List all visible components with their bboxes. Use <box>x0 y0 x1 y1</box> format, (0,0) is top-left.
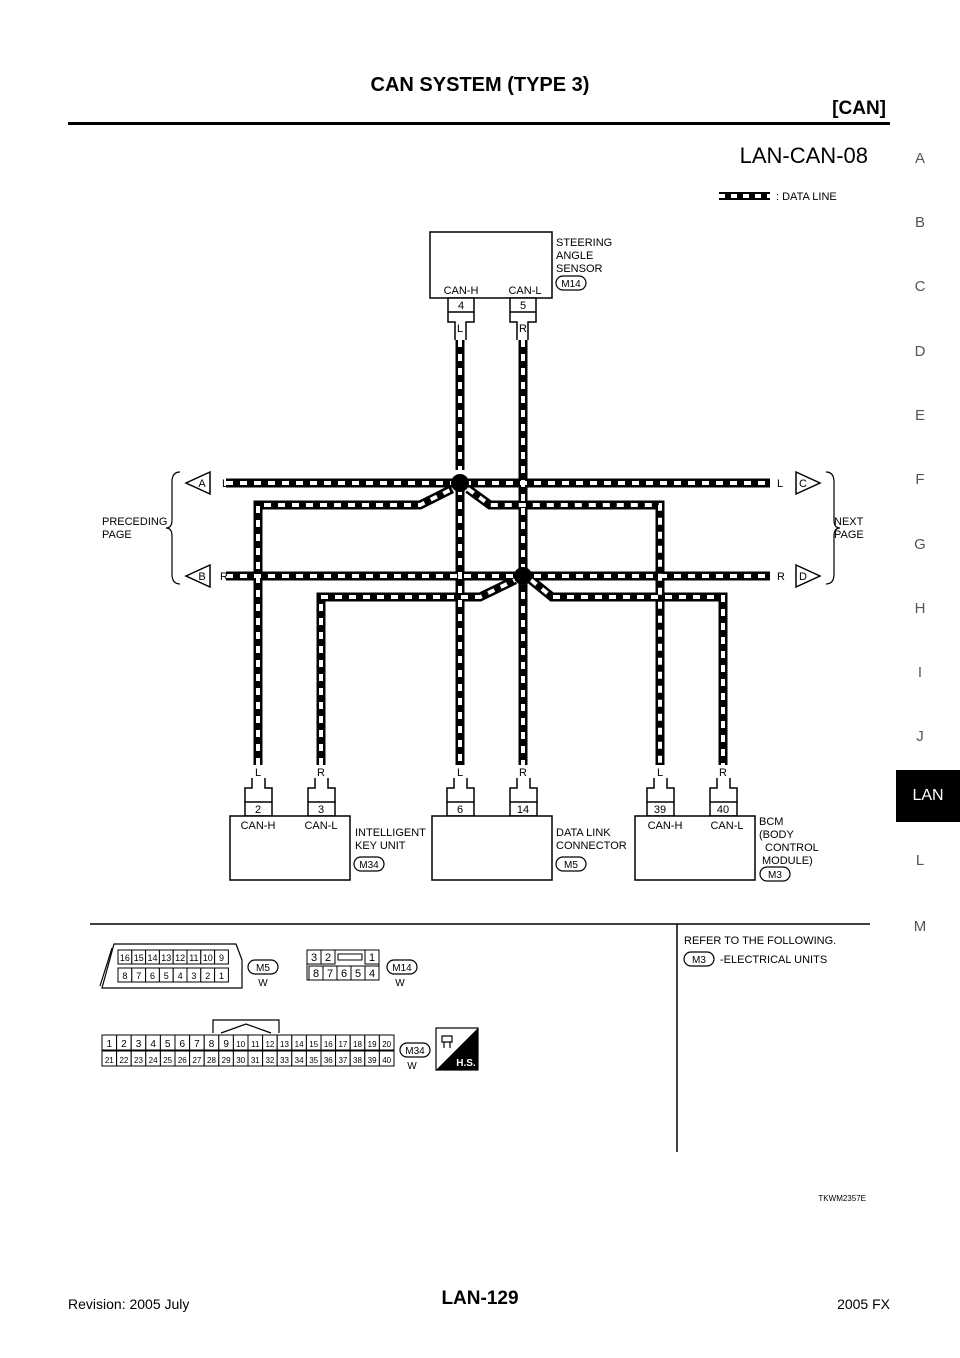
pin-m34: 15 <box>309 1040 319 1049</box>
bottom-pin-terminals <box>245 778 737 802</box>
pin-m5: 5 <box>163 971 169 981</box>
svg-text:PAGE: PAGE <box>102 529 132 541</box>
svg-text:M34: M34 <box>405 1046 425 1057</box>
svg-text:CAN-L: CAN-L <box>508 285 542 297</box>
svg-text:40: 40 <box>716 804 730 816</box>
svg-text:M5: M5 <box>564 860 578 871</box>
pin-m34: 36 <box>323 1056 333 1065</box>
side-tab-h[interactable]: H <box>914 600 926 617</box>
pin-m34: 18 <box>353 1040 362 1049</box>
pin-m34: 25 <box>163 1056 173 1065</box>
pin-m34: 37 <box>338 1056 348 1065</box>
pin-m34: 7 <box>194 1039 200 1050</box>
steering-angle-sensor <box>430 232 612 340</box>
svg-text:R: R <box>220 571 228 583</box>
side-tab-c[interactable]: C <box>914 278 926 295</box>
pin-m14: 5 <box>354 968 362 980</box>
pin-m34: 1 <box>106 1039 113 1050</box>
pin-m14: 3 <box>310 952 318 964</box>
section-label: [CAN] <box>832 98 886 119</box>
pin-m34: 8 <box>208 1039 215 1050</box>
svg-text:R: R <box>519 767 527 779</box>
intelligent-key-unit <box>230 802 426 880</box>
pin-m34: 13 <box>280 1040 289 1049</box>
pin-m34: 4 <box>150 1039 156 1050</box>
svg-text:KEY UNIT: KEY UNIT <box>355 840 406 852</box>
svg-text:-ELECTRICAL UNITS: -ELECTRICAL UNITS <box>720 954 828 966</box>
diagram-code: LAN-CAN-08 <box>739 143 868 168</box>
pin-m34: 40 <box>382 1056 392 1065</box>
svg-text:STEERING: STEERING <box>556 237 613 249</box>
svg-text:REFER TO THE FOLLOWING.: REFER TO THE FOLLOWING. <box>684 935 837 947</box>
figure-code: TKWM2357E <box>818 1194 866 1203</box>
svg-text:5: 5 <box>519 300 527 312</box>
svg-text:L: L <box>456 767 464 779</box>
pin-m5: 11 <box>189 953 199 963</box>
side-tab-f[interactable]: F <box>915 471 925 488</box>
pin-m34: 11 <box>251 1040 260 1049</box>
page-number: LAN-129 <box>441 1288 519 1309</box>
pin-m34: 5 <box>164 1039 171 1050</box>
svg-text:BCM: BCM <box>759 816 784 828</box>
svg-text:39: 39 <box>653 804 667 816</box>
svg-text:: DATA LINE: : DATA LINE <box>776 191 837 203</box>
connector-face-m5 <box>100 944 278 989</box>
connector-face-m14 <box>307 950 417 989</box>
pin-m34: 23 <box>134 1056 143 1065</box>
svg-text:W: W <box>395 978 405 989</box>
pin-m34: 32 <box>265 1056 275 1065</box>
svg-text:(BODY: (BODY <box>759 829 794 841</box>
pin-m34: 2 <box>121 1039 127 1050</box>
footer-model: 2005 FX <box>837 1296 890 1312</box>
svg-text:CAN-L: CAN-L <box>304 820 338 832</box>
side-tab-a[interactable]: A <box>914 150 925 167</box>
pin-m34: 19 <box>367 1040 377 1049</box>
pin-m5: 7 <box>136 971 142 981</box>
pin-m14: 8 <box>312 968 320 980</box>
pin-m34: 30 <box>236 1056 246 1065</box>
side-tab-lan[interactable]: LAN <box>896 770 960 822</box>
svg-text:L: L <box>254 767 262 779</box>
pin-m34: 22 <box>119 1056 129 1065</box>
harness-side-icon <box>436 1028 478 1070</box>
svg-text:M3: M3 <box>768 870 782 881</box>
svg-text:DATA LINK: DATA LINK <box>556 827 611 839</box>
pin-m34: 28 <box>207 1056 216 1065</box>
svg-text:4: 4 <box>457 300 465 312</box>
pin-m14: 7 <box>326 968 334 980</box>
bottom-wire-labels <box>255 767 727 779</box>
svg-text:14: 14 <box>516 804 530 816</box>
pin-m34: 34 <box>294 1056 304 1065</box>
svg-text:R: R <box>777 571 785 583</box>
pin-m34: 35 <box>309 1056 319 1065</box>
svg-text:ANGLE: ANGLE <box>556 250 594 262</box>
pin-m34: 10 <box>236 1040 246 1049</box>
pin-m34: 24 <box>148 1056 158 1065</box>
svg-text:3: 3 <box>317 804 325 816</box>
pin-m34: 39 <box>367 1056 377 1065</box>
svg-text:CAN-H: CAN-H <box>647 820 683 832</box>
side-tab-b[interactable]: B <box>914 214 925 231</box>
svg-text:A: A <box>198 478 206 490</box>
svg-text:CAN-H: CAN-H <box>240 820 276 832</box>
pin-m34: 27 <box>192 1056 202 1065</box>
svg-text:M3: M3 <box>692 955 706 966</box>
pin-m5: 2 <box>205 971 211 981</box>
side-tab-g[interactable]: G <box>914 536 926 553</box>
pin-m34: 20 <box>382 1040 392 1049</box>
svg-text:INTELLIGENT: INTELLIGENT <box>355 827 426 839</box>
side-tab-e[interactable]: E <box>914 407 925 424</box>
pin-m34: 31 <box>250 1056 260 1065</box>
pin-m34: 12 <box>265 1040 275 1049</box>
svg-text:M34: M34 <box>359 860 379 871</box>
svg-text:L: L <box>456 323 464 335</box>
preceding-page-connectors <box>102 472 228 587</box>
svg-text:W: W <box>407 1061 417 1072</box>
svg-text:R: R <box>519 323 527 335</box>
svg-text:CONTROL: CONTROL <box>765 842 819 854</box>
pin-m5: 9 <box>218 953 225 963</box>
pin-m34: 6 <box>179 1039 186 1050</box>
pin-m34: 3 <box>135 1039 142 1050</box>
side-tab-l[interactable]: L <box>915 852 925 869</box>
pin-m34: 38 <box>353 1056 362 1065</box>
splice-dot-can-h <box>451 474 469 492</box>
svg-text:L: L <box>777 478 784 490</box>
side-tab-d[interactable]: D <box>914 343 926 360</box>
svg-text:L: L <box>222 478 229 490</box>
side-tab-i[interactable]: I <box>917 664 923 681</box>
pin-m34: 17 <box>338 1040 348 1049</box>
svg-text:CONNECTOR: CONNECTOR <box>556 840 627 852</box>
svg-text:2: 2 <box>254 804 262 816</box>
side-tab-j[interactable]: J <box>916 728 924 745</box>
refer-note <box>684 935 836 966</box>
pin-m34: 21 <box>104 1056 114 1065</box>
svg-text:H.S.: H.S. <box>456 1058 476 1069</box>
svg-text:M14: M14 <box>392 963 412 974</box>
pin-m5: 12 <box>175 953 186 963</box>
svg-text:MODULE): MODULE) <box>762 855 813 867</box>
data-line-legend <box>719 191 837 203</box>
svg-text:R: R <box>719 767 727 779</box>
next-page-connectors <box>777 472 864 587</box>
svg-text:6: 6 <box>456 804 464 816</box>
svg-text:R: R <box>317 767 325 779</box>
bcm-module <box>635 802 819 881</box>
pin-m5: 14 <box>147 953 158 963</box>
svg-text:D: D <box>799 571 807 583</box>
svg-text:CAN-H: CAN-H <box>443 285 479 297</box>
svg-text:C: C <box>799 478 807 490</box>
svg-text:M14: M14 <box>561 279 581 290</box>
pin-m34: 9 <box>223 1039 229 1050</box>
connector-face-m34 <box>102 1020 430 1072</box>
pin-m5: 16 <box>119 953 130 963</box>
svg-text:NEXT: NEXT <box>834 516 864 528</box>
pin-m5: 15 <box>133 953 144 963</box>
footer-revision: Revision: 2005 July <box>68 1296 190 1312</box>
pin-m5: 6 <box>149 971 156 981</box>
pin-m14: 1 <box>368 952 376 964</box>
svg-text:L: L <box>656 767 664 779</box>
pin-m5: 4 <box>177 971 183 981</box>
svg-text:SENSOR: SENSOR <box>556 263 603 275</box>
svg-text:W: W <box>258 978 268 989</box>
pin-m14: 4 <box>368 968 376 980</box>
pin-m5: 8 <box>122 971 128 981</box>
svg-text:B: B <box>198 571 206 583</box>
svg-text:PAGE: PAGE <box>834 529 864 541</box>
svg-text:M5: M5 <box>256 963 270 974</box>
page-title: CAN SYSTEM (TYPE 3) <box>370 74 590 96</box>
side-tab-m[interactable]: M <box>913 918 927 935</box>
pin-m14: 6 <box>340 968 348 980</box>
pin-m34: 26 <box>177 1056 187 1065</box>
data-link-connector <box>432 802 627 880</box>
pin-m14: 2 <box>324 952 332 964</box>
svg-text:CAN-L: CAN-L <box>710 820 744 832</box>
pin-m5: 10 <box>202 953 213 963</box>
pin-m34: 29 <box>221 1056 231 1065</box>
pin-m5: 13 <box>161 953 172 963</box>
pin-m34: 14 <box>294 1040 304 1049</box>
pin-m34: 33 <box>280 1056 289 1065</box>
can-data-lines <box>226 340 770 765</box>
pin-m5: 1 <box>218 971 225 981</box>
svg-text:PRECEDING: PRECEDING <box>102 516 168 528</box>
splice-dot-can-l <box>514 567 532 585</box>
pin-m5: 3 <box>191 971 197 981</box>
pin-m34: 16 <box>323 1040 333 1049</box>
